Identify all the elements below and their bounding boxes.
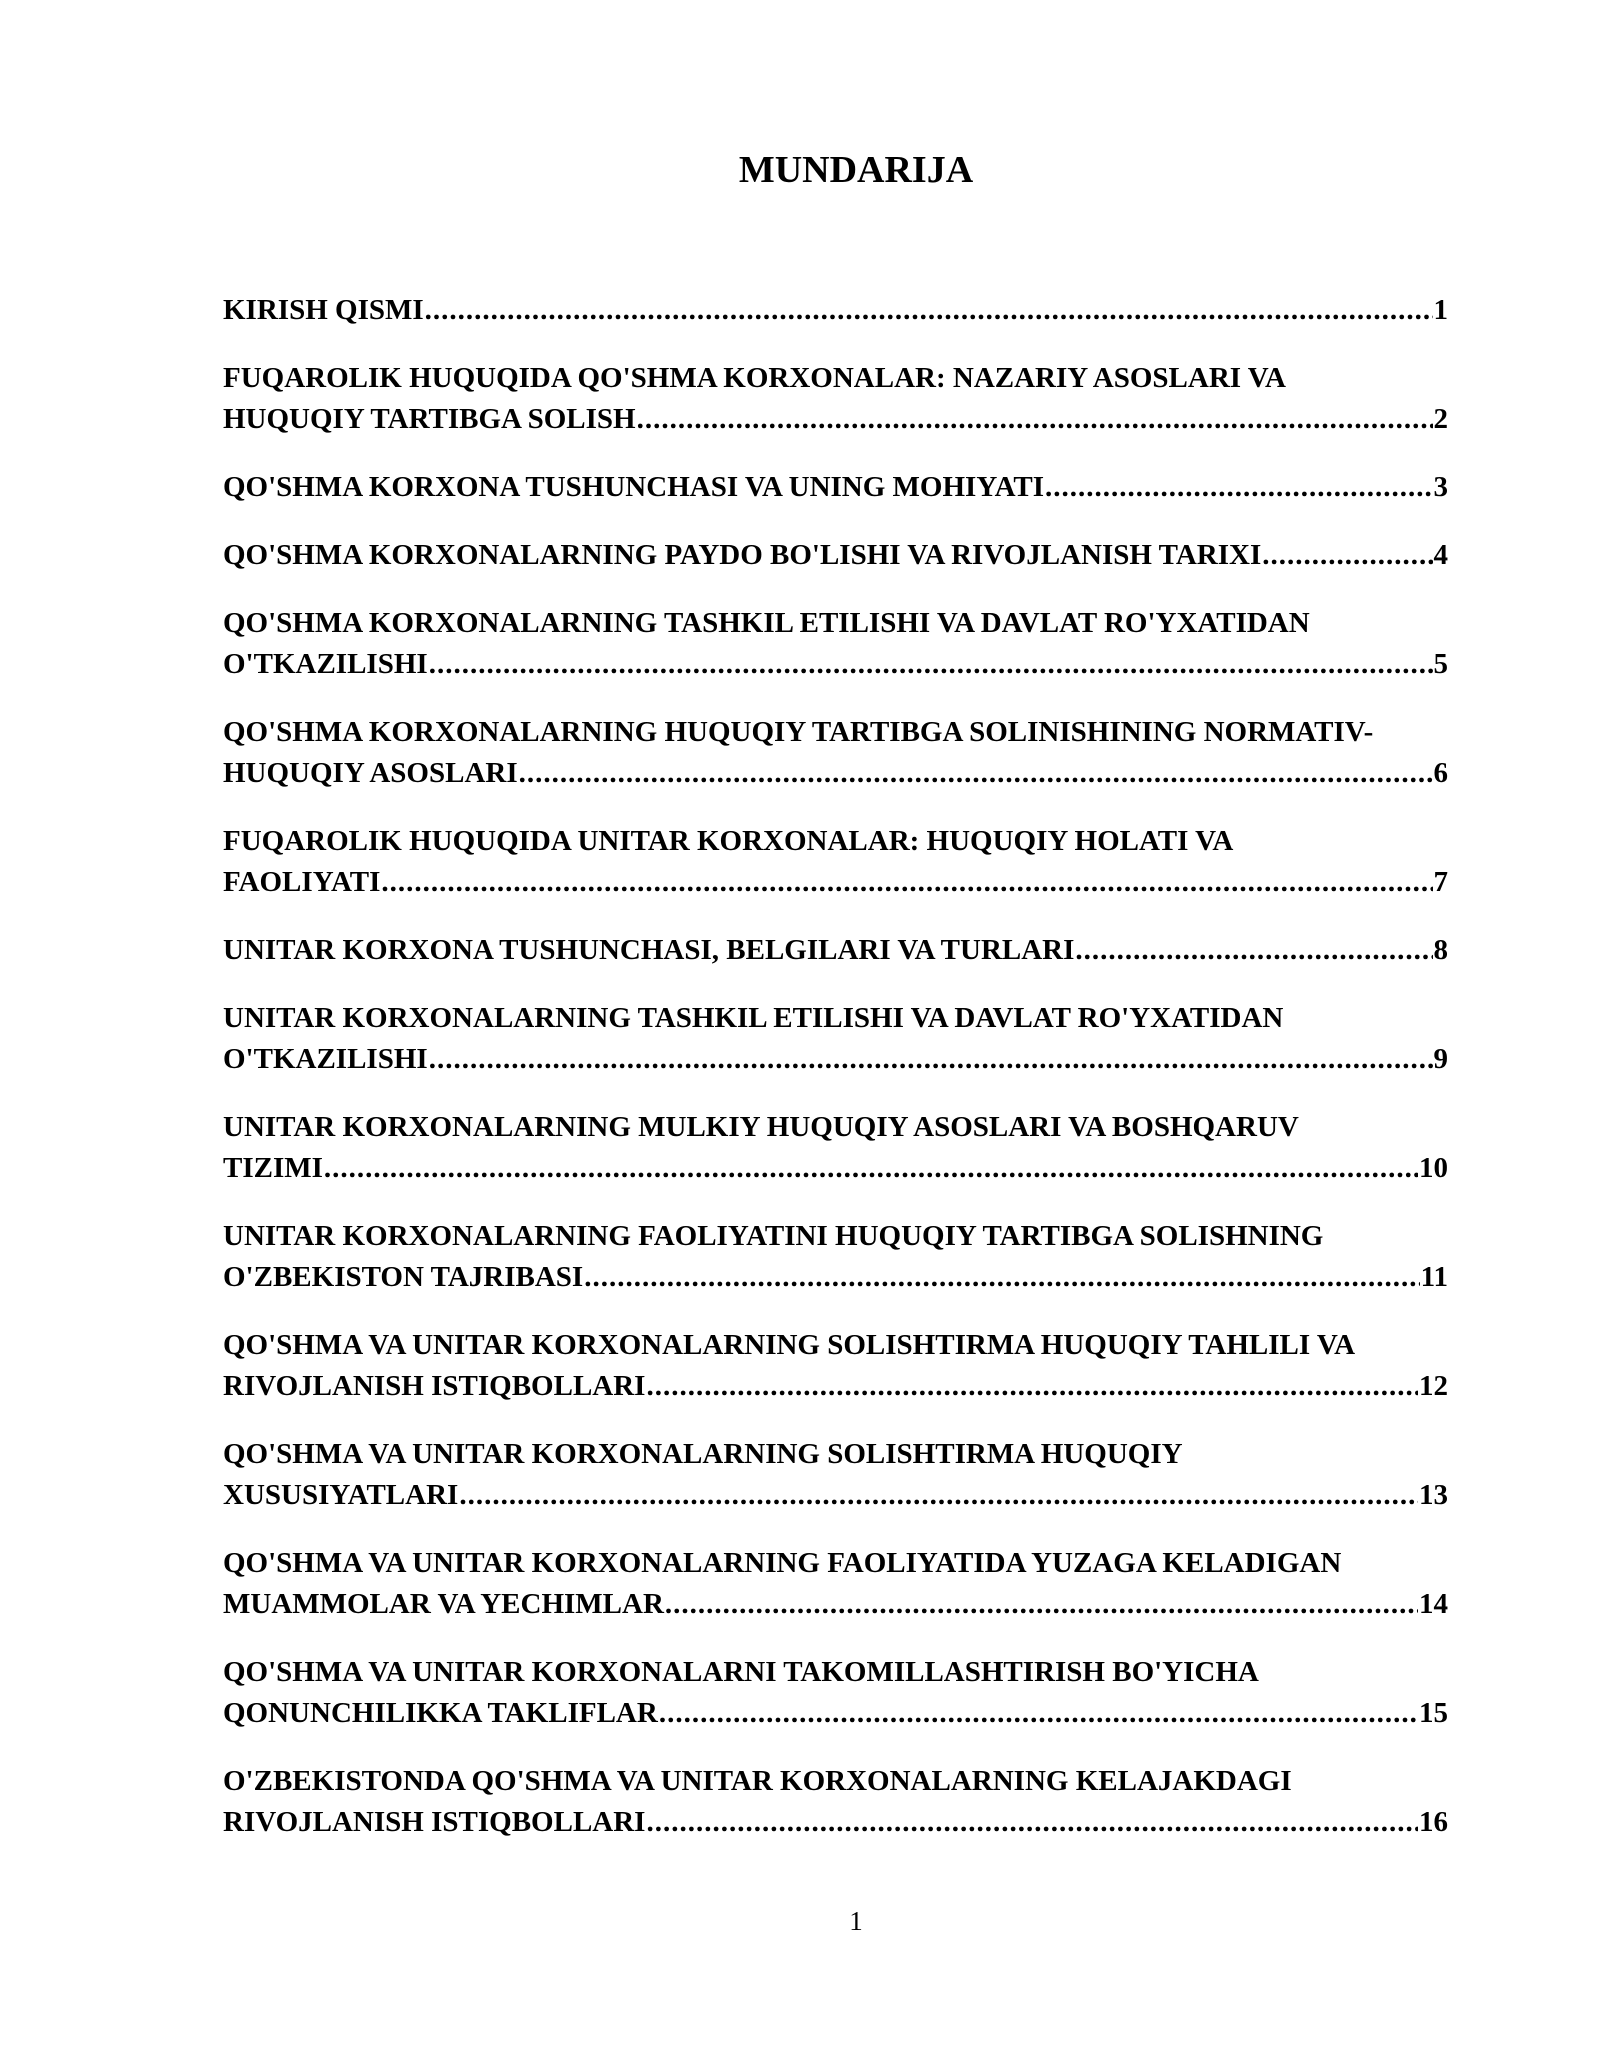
toc-entry-title: QO'SHMA KORXONA TUSHUNCHASI VA UNING MOHIYATI <box>223 471 1045 503</box>
toc-page-number: 2 <box>1433 403 1448 435</box>
page-title: MUNDARIJA <box>738 149 974 191</box>
toc-entry-title: QONUNCHILIKKA TAKLIFLAR <box>223 1697 658 1729</box>
toc-page-number: 12 <box>1419 1370 1448 1402</box>
toc-entry[interactable] <box>223 1216 1448 1298</box>
toc-page-number: 16 <box>1419 1806 1448 1838</box>
dot-leader <box>1262 535 1432 576</box>
toc-entry[interactable] <box>223 821 1448 903</box>
toc-entry-title: MUAMMOLAR VA YECHIMLAR <box>223 1588 664 1620</box>
toc-entry-title-line2 <box>223 1802 1448 1843</box>
toc-page-number: 7 <box>1433 866 1448 898</box>
dot-leader <box>324 1148 1418 1189</box>
toc-entry-title-line1: QO'SHMA VA UNITAR KORXONALARNING FAOLIYATIDA YUZAGA KELADIGAN <box>223 1547 1342 1579</box>
toc-entry-title: RIVOJLANISH ISTIQBOLLARI <box>223 1806 646 1838</box>
toc-page-number: 1 <box>1433 294 1448 326</box>
toc-entry-title: HUQUQIY ASOSLARI <box>223 757 518 789</box>
toc-entry-title-line1: FUQAROLIK HUQUQIDA UNITAR KORXONALAR: HUQUQIY HOLATI VA <box>223 825 1234 857</box>
page-number: 1 <box>849 1906 863 1936</box>
toc-entry-title-line2 <box>223 467 1448 508</box>
toc-entry-title-line1: QO'SHMA KORXONALARNING HUQUQIY TARTIBGA SOLINISHINING NORMATIV- <box>223 716 1374 748</box>
toc-entry-title: RIVOJLANISH ISTIQBOLLARI <box>223 1370 646 1402</box>
dot-leader <box>425 290 1433 331</box>
toc-entry-title: FAOLIYATI <box>223 866 381 898</box>
page-title-wrap <box>0 148 1600 192</box>
table-of-contents <box>223 290 1448 1870</box>
toc-entry-title-line2 <box>223 1366 1448 1407</box>
dot-leader <box>646 1366 1418 1407</box>
toc-page-number: 5 <box>1433 648 1448 680</box>
toc-entry[interactable] <box>223 535 1448 576</box>
toc-entry-title-line2 <box>223 290 1448 331</box>
toc-page-number: 4 <box>1433 539 1448 571</box>
dot-leader <box>637 399 1433 440</box>
toc-entry-title-line2 <box>223 644 1448 685</box>
toc-entry-title: O'TKAZILISHI <box>223 648 428 680</box>
toc-entry-title-line1: FUQAROLIK HUQUQIDA QO'SHMA KORXONALAR: NAZARIY ASOSLARI VA <box>223 362 1286 394</box>
toc-entry-title-line1: QO'SHMA VA UNITAR KORXONALARNING SOLISHTIRMA HUQUQIY TAHLILI VA <box>223 1329 1356 1361</box>
toc-entry[interactable] <box>223 603 1448 685</box>
toc-entry-title-line2 <box>223 1584 1448 1625</box>
dot-leader <box>665 1584 1418 1625</box>
page-number-wrap <box>0 1906 1600 1937</box>
toc-entry-title-line2 <box>223 930 1448 971</box>
toc-entry[interactable] <box>223 1652 1448 1734</box>
dot-leader <box>1075 930 1432 971</box>
toc-entry-title-line1: UNITAR KORXONALARNING MULKIY HUQUQIY ASOSLARI VA BOSHQARUV <box>223 1111 1299 1143</box>
toc-entry[interactable] <box>223 290 1448 331</box>
toc-entry-title: UNITAR KORXONA TUSHUNCHASI, BELGILARI VA TURLARI <box>223 934 1075 966</box>
toc-page-number: 6 <box>1433 757 1448 789</box>
dot-leader <box>1045 467 1432 508</box>
toc-entry[interactable] <box>223 467 1448 508</box>
toc-page-number: 15 <box>1419 1697 1448 1729</box>
dot-leader <box>459 1475 1418 1516</box>
toc-entry-title-line2 <box>223 753 1448 794</box>
toc-entry-title: TIZIMI <box>223 1152 323 1184</box>
toc-page-number: 3 <box>1433 471 1448 503</box>
toc-entry-title-line1: O'ZBEKISTONDA QO'SHMA VA UNITAR KORXONALARNING KELAJAKDAGI <box>223 1765 1292 1797</box>
toc-entry-title-line2 <box>223 399 1448 440</box>
toc-entry[interactable] <box>223 1107 1448 1189</box>
toc-entry-title-line1: UNITAR KORXONALARNING FAOLIYATINI HUQUQIY TARTIBGA SOLISHNING <box>223 1220 1324 1252</box>
toc-page-number: 14 <box>1419 1588 1448 1620</box>
dot-leader <box>429 644 1433 685</box>
toc-entry-title-line2 <box>223 1693 1448 1734</box>
dot-leader <box>381 862 1432 903</box>
dot-leader <box>519 753 1433 794</box>
toc-entry-title: O'ZBEKISTON TAJRIBASI <box>223 1261 584 1293</box>
toc-entry-title-line1: QO'SHMA VA UNITAR KORXONALARNI TAKOMILLASHTIRISH BO'YICHA <box>223 1656 1259 1688</box>
toc-entry[interactable] <box>223 1761 1448 1843</box>
dot-leader <box>429 1039 1433 1080</box>
toc-entry-title-line2 <box>223 535 1448 576</box>
dot-leader <box>659 1693 1418 1734</box>
toc-entry[interactable] <box>223 1543 1448 1625</box>
toc-entry-title-line2 <box>223 1257 1448 1298</box>
toc-entry-title-line2 <box>223 1039 1448 1080</box>
dot-leader <box>646 1802 1418 1843</box>
toc-page-number: 11 <box>1420 1261 1448 1293</box>
toc-entry[interactable] <box>223 1325 1448 1407</box>
toc-entry-title-line1: QO'SHMA VA UNITAR KORXONALARNING SOLISHTIRMA HUQUQIY <box>223 1438 1183 1470</box>
toc-entry-title-line1: UNITAR KORXONALARNING TASHKIL ETILISHI VA DAVLAT RO'YXATIDAN <box>223 1002 1284 1034</box>
toc-entry-title: HUQUQIY TARTIBGA SOLISH <box>223 403 636 435</box>
toc-page-number: 9 <box>1433 1043 1448 1075</box>
toc-entry-title-line2 <box>223 862 1448 903</box>
toc-entry-title: QO'SHMA KORXONALARNING PAYDO BO'LISHI VA RIVOJLANISH TARIXI <box>223 539 1262 571</box>
toc-entry[interactable] <box>223 1434 1448 1516</box>
toc-entry[interactable] <box>223 930 1448 971</box>
toc-page-number: 10 <box>1419 1152 1448 1184</box>
dot-leader <box>584 1257 1419 1298</box>
toc-page-number: 13 <box>1419 1479 1448 1511</box>
toc-entry-title: XUSUSIYATLARI <box>223 1479 459 1511</box>
toc-page-number: 8 <box>1433 934 1448 966</box>
toc-entry-title: O'TKAZILISHI <box>223 1043 428 1075</box>
toc-entry[interactable] <box>223 998 1448 1080</box>
toc-entry[interactable] <box>223 358 1448 440</box>
toc-entry[interactable] <box>223 712 1448 794</box>
toc-entry-title: KIRISH QISMI <box>223 294 424 326</box>
toc-entry-title-line2 <box>223 1475 1448 1516</box>
toc-entry-title-line2 <box>223 1148 1448 1189</box>
toc-entry-title-line1: QO'SHMA KORXONALARNING TASHKIL ETILISHI VA DAVLAT RO'YXATIDAN <box>223 607 1310 639</box>
